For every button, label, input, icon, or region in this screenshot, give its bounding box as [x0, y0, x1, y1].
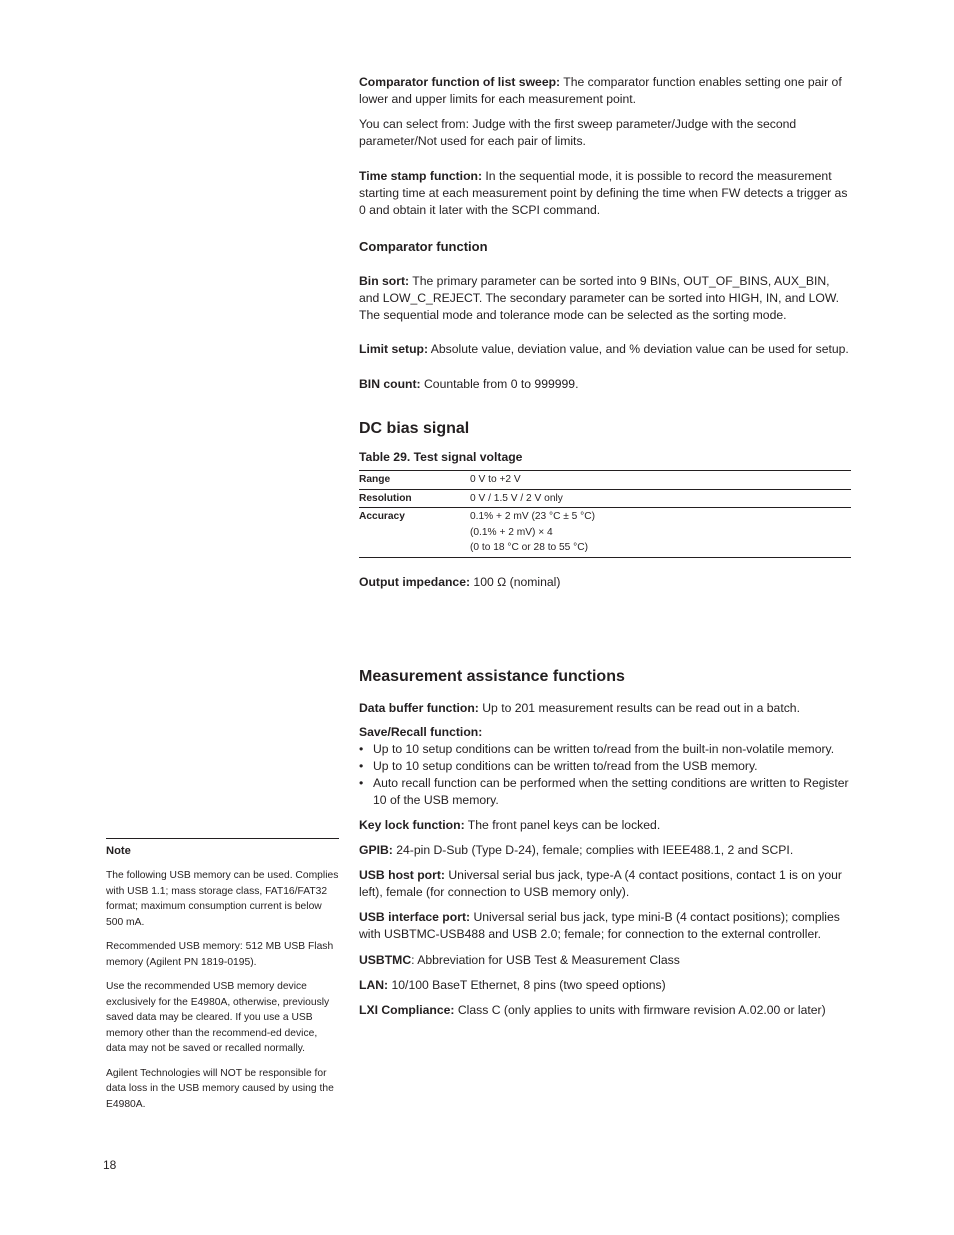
table-row-key: Range [359, 474, 391, 485]
key-lock-text: The front panel keys can be locked. [464, 817, 661, 832]
usb-interface-text: Universal serial bus jack, type mini-B (4 contact positions); complies with USBTMC-USB488 and USB 2.0; female; for connection to the external controller. [359, 909, 840, 941]
usbtmc-label: USBTMC [359, 952, 412, 967]
output-impedance-paragraph [359, 574, 853, 591]
list-item-text: Auto recall function can be performed when the setting conditions are written to Register 10 of the USB memory. [373, 775, 849, 807]
key-lock-label: Key lock function: [359, 817, 465, 832]
comparator-list-text: The comparator function enables setting one pair of lower and upper limits for each measurement point. [359, 75, 842, 106]
usb-interface-paragraph [359, 909, 853, 943]
lxi-label: LXI Compliance: [359, 1002, 455, 1017]
usb-interface-label: USB interface port: [359, 909, 471, 924]
note-paragraph: The following USB memory can be used. Complies with USB 1.1; mass storage class, FAT16/FAT32 format; maximum consumption current is below 500 mA. [106, 870, 339, 928]
table-row-key: Resolution [359, 489, 470, 508]
output-impedance-label: Output impedance: [359, 574, 471, 589]
save-recall-label: Save/Recall function: [359, 724, 483, 739]
table-row-key: Accuracy [359, 508, 470, 558]
list-item [359, 741, 853, 758]
limit-setup-text: Absolute value, deviation value, and % deviation value can be used for setup. [428, 342, 849, 356]
timestamp-text: In the sequential mode, it is possible to record the measurement starting time at each measurement point by defining the time when FW detects a trigger as 0 and obtain it later with the SCPI command. [359, 169, 848, 217]
data-buffer-label: Data buffer function: [359, 700, 479, 715]
list-item-text: Up to 10 setup conditions can be written to/read from the USB memory. [373, 758, 758, 773]
gpib-text: 24-pin D-Sub (Type D-24), female; complies with IEEE488.1, 2 and SCPI. [392, 842, 794, 857]
usb-host-text: Universal serial bus jack, type-A (4 contact positions, contact 1 is on your left), female (for connection to USB memory only). [359, 867, 842, 899]
accuracy-line: (0.1% + 2 mV) × 4 [470, 526, 553, 538]
table-row-value: 0 V to +2 V [470, 474, 521, 485]
lxi-text: Class C (only applies to units with firmware revision A.02.00 or later) [454, 1002, 826, 1017]
note-paragraph: Use the recommended USB memory device exclusively for the E4980A, otherwise, previously saved data may be cleared. If you use a USB memory other than the recommend-ed device, data may not be saved or recalled normally. [106, 981, 330, 1054]
bullet-icon: • [359, 775, 364, 790]
list-item [359, 775, 853, 809]
data-buffer-paragraph [359, 700, 853, 717]
usbtmc-text: : Abbreviation for USB Test & Measurement Class [411, 952, 680, 967]
gpib-label: GPIB: [359, 842, 393, 857]
bullet-icon: • [359, 741, 364, 756]
limit-setup-label: Limit setup: [359, 342, 429, 356]
table-row [359, 508, 851, 558]
timestamp-paragraph [359, 168, 853, 219]
save-recall-list [359, 741, 853, 809]
comparator-list-paragraph [359, 74, 853, 108]
comparator-list-label: Comparator function of list sweep: [359, 75, 561, 89]
bin-sort-text: The primary parameter can be sorted into 9 BINs, OUT_OF_BINS, AUX_BIN, and LOW_C_REJECT. The secondary parameter can be sorted into HIGH, IN, and LOW. The sequential mode and tolerance mode can be selected as the sorting mode. [359, 274, 840, 322]
note-title: Note [106, 845, 131, 857]
timestamp-label: Time stamp function: [359, 169, 483, 183]
assist-heading: Measurement assistance functions [359, 667, 625, 685]
lxi-paragraph [359, 1002, 853, 1019]
dc-bias-heading: DC bias signal [359, 420, 470, 437]
comparator-heading: Comparator function [359, 239, 488, 254]
output-impedance-text: 100 Ω (nominal) [470, 574, 561, 589]
bin-count-label: BIN count: [359, 377, 421, 391]
table-row [359, 489, 851, 508]
bin-count-text: Countable from 0 to 999999. [420, 377, 579, 391]
bin-sort-paragraph [359, 273, 853, 324]
list-item [359, 758, 853, 775]
note-paragraph: Agilent Technologies will NOT be responsible for data loss in the USB memory caused by using the E4980A. [106, 1067, 334, 1110]
page-number: 18 [103, 1158, 117, 1172]
lan-paragraph [359, 977, 853, 994]
lan-text: 10/100 BaseT Ethernet, 8 pins (two speed options) [388, 977, 666, 992]
accuracy-line: (0 to 18 °C or 28 to 55 °C) [470, 542, 589, 553]
table-row [359, 471, 851, 490]
lan-label: LAN: [359, 977, 389, 992]
accuracy-line: 0.1% + 2 mV (23 °C ± 5 °C) [470, 511, 595, 522]
main-column [359, 74, 853, 1019]
bin-count-paragraph [359, 376, 853, 393]
bin-sort-label: Bin sort: [359, 274, 410, 288]
list-item-text: Up to 10 setup conditions can be written to/read from the built-in non-volatile memory. [373, 741, 835, 756]
key-lock-paragraph [359, 817, 853, 834]
usb-host-label: USB host port: [359, 867, 445, 882]
table-row-value: 0 V / 1.5 V / 2 V only [470, 489, 851, 508]
usb-memory-note [106, 838, 339, 1121]
limit-setup-paragraph [359, 341, 853, 358]
gpib-paragraph [359, 842, 853, 859]
table-caption: Table 29. Test signal voltage [359, 450, 523, 464]
data-buffer-text: Up to 201 measurement results can be read out in a batch. [478, 700, 800, 715]
usbtmc-paragraph [359, 952, 853, 969]
table-row-value [470, 508, 851, 558]
note-paragraph: Recommended USB memory: 512 MB USB Flash memory (Agilent PN 1819-0195). [106, 941, 334, 968]
comparator-list-options: You can select from: Judge with the first sweep parameter/Judge with the second parameter/Not used for each pair of limits. [359, 117, 797, 148]
test-signal-voltage-table [359, 470, 851, 558]
usb-host-paragraph [359, 867, 853, 901]
bullet-icon: • [359, 758, 364, 773]
